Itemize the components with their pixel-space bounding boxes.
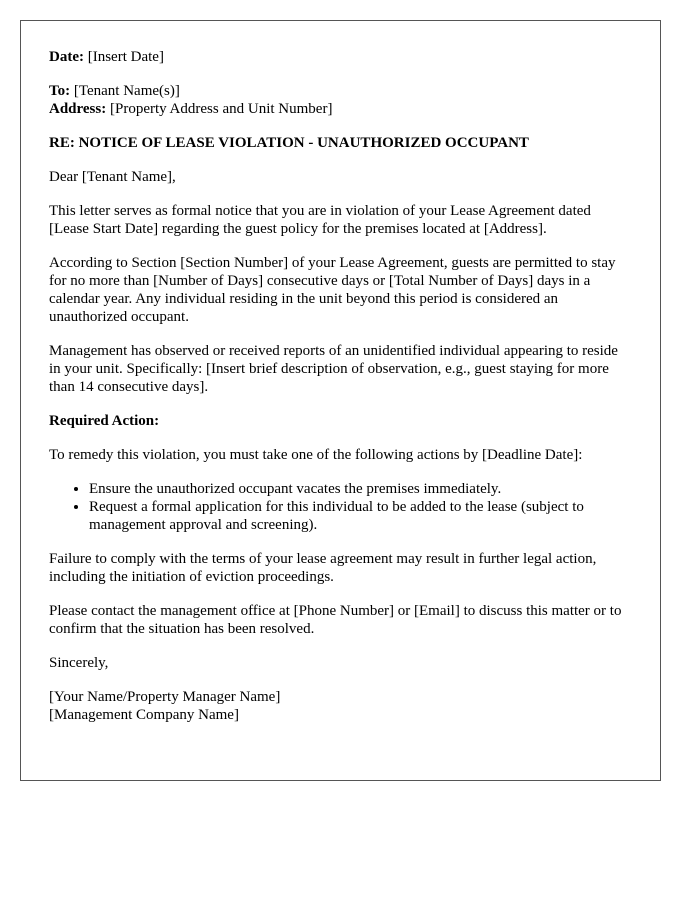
required-action-intro: To remedy this violation, you must take one of the following actions by [Deadline Date]: — [49, 447, 583, 463]
signature-name: [Your Name/Property Manager Name] — [49, 689, 281, 705]
to-value: [Tenant Name(s)] — [73, 83, 180, 99]
observation-paragraph: Management has observed or received reports of an unidentified individual appearing to reside in your unit. Specifically: [Insert brief description of observation, e.g., guest staying for more than 14 consecutive days]. — [49, 343, 618, 395]
list-item: • Request a formal application for this individual to be added to the lease (subject to management approval and screening). — [89, 498, 632, 534]
signature-company: [Management Company Name] — [49, 707, 239, 723]
consequence-paragraph: Failure to comply with the terms of your lease agreement may result in further legal action, including the initiation of eviction proceedings. — [49, 551, 597, 585]
to-line — [49, 82, 632, 100]
required-action-list — [49, 480, 632, 534]
address-label: Address: — [49, 101, 107, 117]
date-value: [Insert Date] — [87, 49, 164, 65]
lease-violation-letter — [20, 20, 661, 781]
signature-block — [49, 688, 632, 724]
salutation: Dear [Tenant Name], — [49, 169, 176, 185]
required-action-heading: Required Action: — [49, 413, 160, 429]
contact-paragraph: Please contact the management office at [Phone Number] or [Email] to discuss this matter or to confirm that the situation has been resolved. — [49, 603, 622, 637]
date-label: Date: — [49, 49, 84, 65]
to-label: To: — [49, 83, 71, 99]
subject-line: RE: NOTICE OF LEASE VIOLATION - UNAUTHORIZED OCCUPANT — [49, 135, 529, 151]
address-value: [Property Address and Unit Number] — [109, 101, 333, 117]
recipient-block — [49, 82, 632, 118]
list-item: • Ensure the unauthorized occupant vacates the premises immediately. — [89, 480, 632, 498]
date-line — [49, 48, 632, 66]
intro-paragraph: This letter serves as formal notice that you are in violation of your Lease Agreement dated [Lease Start Date] regarding the guest policy for the premises located at [Address]. — [49, 203, 591, 237]
address-line — [49, 100, 632, 118]
closing: Sincerely, — [49, 655, 109, 671]
policy-paragraph: According to Section [Section Number] of your Lease Agreement, guests are permitted to stay for no more than [Number of Days] consecutive days or [Total Number of Days] days in a calendar year. Any individual residing in the unit beyond this period is considered an unauthorized occupant. — [49, 255, 616, 325]
